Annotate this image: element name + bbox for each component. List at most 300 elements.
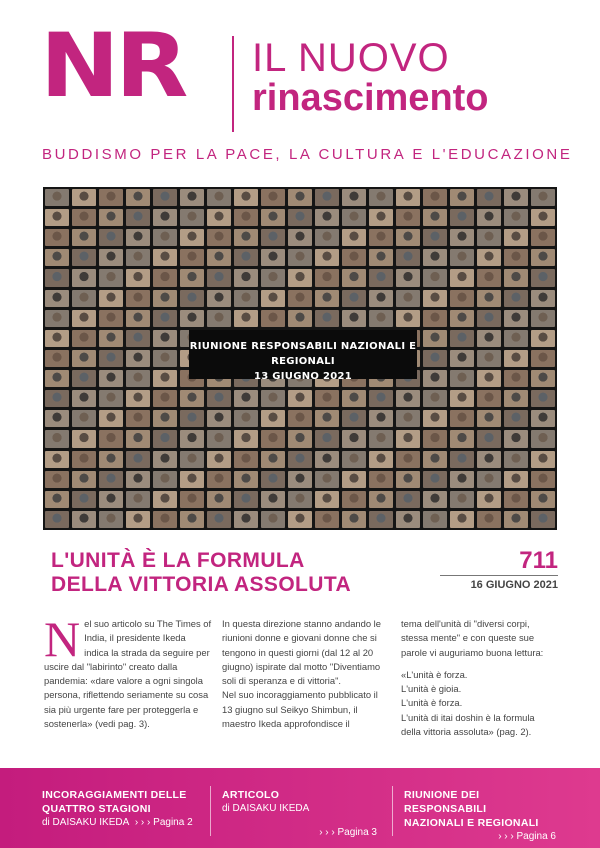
participant-tile xyxy=(369,209,393,226)
participant-tile xyxy=(396,229,420,246)
participant-tile xyxy=(423,269,447,286)
participant-tile xyxy=(288,511,312,528)
participant-tile xyxy=(99,430,123,447)
participant-tile xyxy=(288,249,312,266)
masthead-tagline: BUDDISMO PER LA PACE, LA CULTURA E L'EDUCAZIONE xyxy=(42,146,573,163)
participant-tile xyxy=(450,390,474,407)
participant-tile xyxy=(450,430,474,447)
participant-tile xyxy=(126,269,150,286)
participant-tile xyxy=(153,471,177,488)
participant-tile xyxy=(45,290,69,307)
participant-tile xyxy=(396,209,420,226)
footer-item-articolo[interactable] xyxy=(222,788,382,840)
participant-tile xyxy=(315,451,339,468)
participant-tile xyxy=(234,491,258,508)
participant-tile xyxy=(504,471,528,488)
participant-tile xyxy=(99,290,123,307)
participant-tile xyxy=(450,269,474,286)
participant-tile xyxy=(234,430,258,447)
participant-tile xyxy=(477,189,501,206)
participant-tile xyxy=(450,410,474,427)
participant-tile xyxy=(477,350,501,367)
participant-tile xyxy=(72,491,96,508)
participant-tile xyxy=(126,451,150,468)
participant-tile xyxy=(72,370,96,387)
participant-tile xyxy=(153,209,177,226)
participant-tile xyxy=(126,189,150,206)
participant-tile xyxy=(180,229,204,246)
participant-tile xyxy=(423,451,447,468)
participant-tile xyxy=(504,229,528,246)
participant-tile xyxy=(261,269,285,286)
participant-tile xyxy=(531,229,555,246)
participant-tile xyxy=(207,511,231,528)
participant-tile xyxy=(315,310,339,327)
participant-tile xyxy=(99,249,123,266)
participant-tile xyxy=(99,390,123,407)
participant-tile xyxy=(531,209,555,226)
participant-tile xyxy=(450,471,474,488)
participant-tile xyxy=(72,410,96,427)
participant-tile xyxy=(72,290,96,307)
participant-tile xyxy=(180,390,204,407)
participant-tile xyxy=(531,491,555,508)
participant-tile xyxy=(72,249,96,266)
participant-tile xyxy=(126,511,150,528)
participant-tile xyxy=(477,430,501,447)
participant-tile xyxy=(180,290,204,307)
participant-tile xyxy=(315,189,339,206)
participant-tile xyxy=(153,511,177,528)
participant-tile xyxy=(207,229,231,246)
participant-tile xyxy=(423,430,447,447)
participant-tile xyxy=(315,290,339,307)
participant-tile xyxy=(450,229,474,246)
participant-tile xyxy=(396,290,420,307)
participant-tile xyxy=(450,491,474,508)
participant-tile xyxy=(234,290,258,307)
participant-tile xyxy=(180,491,204,508)
article-paragraph: Nel suo incoraggiamento pubblicato il 13 giugno sul Seikyo Shimbun, il maestro Ikeda approfondisce il xyxy=(222,689,378,730)
participant-tile xyxy=(99,229,123,246)
participant-tile xyxy=(423,249,447,266)
participant-tile xyxy=(369,390,393,407)
participant-tile xyxy=(126,430,150,447)
participant-tile xyxy=(126,229,150,246)
participant-tile xyxy=(288,410,312,427)
participant-tile xyxy=(261,189,285,206)
participant-tile xyxy=(315,390,339,407)
masthead-title-line2: rinascimento xyxy=(252,77,489,119)
participant-tile xyxy=(288,310,312,327)
participant-tile xyxy=(396,430,420,447)
masthead-divider xyxy=(232,36,234,132)
participant-tile xyxy=(207,471,231,488)
participant-tile xyxy=(288,471,312,488)
footer-item-author: di DAISAKU IKEDA xyxy=(222,803,310,814)
participant-tile xyxy=(477,269,501,286)
participant-tile xyxy=(369,471,393,488)
headline-line1: L'UNITÀ È LA FORMULA xyxy=(51,549,305,572)
participant-tile xyxy=(45,189,69,206)
footer-item-title: RIUNIONE DEI RESPONSABILI xyxy=(404,789,487,815)
participant-tile xyxy=(504,511,528,528)
participant-tile xyxy=(45,269,69,286)
participant-tile xyxy=(234,229,258,246)
participant-tile xyxy=(450,290,474,307)
participant-tile xyxy=(72,229,96,246)
participant-tile xyxy=(369,511,393,528)
participant-tile xyxy=(180,269,204,286)
participant-tile xyxy=(531,410,555,427)
participant-tile xyxy=(153,491,177,508)
participant-tile xyxy=(72,451,96,468)
participant-tile xyxy=(288,209,312,226)
participant-tile xyxy=(315,491,339,508)
participant-tile xyxy=(153,189,177,206)
participant-tile xyxy=(342,229,366,246)
participant-tile xyxy=(504,209,528,226)
participant-tile xyxy=(504,269,528,286)
participant-tile xyxy=(450,511,474,528)
participant-tile xyxy=(234,189,258,206)
participant-tile xyxy=(423,390,447,407)
participant-tile xyxy=(504,451,528,468)
participant-tile xyxy=(234,511,258,528)
participant-tile xyxy=(99,410,123,427)
participant-tile xyxy=(504,290,528,307)
quote-line: L'unità è gioia. xyxy=(401,683,462,695)
participant-tile xyxy=(45,451,69,468)
participant-tile xyxy=(531,511,555,528)
footer-item-title: ARTICOLO xyxy=(222,789,280,801)
participant-tile xyxy=(72,390,96,407)
participant-tile xyxy=(72,471,96,488)
participant-tile xyxy=(342,189,366,206)
footer-item-page: › › › Pagina 3 xyxy=(319,827,377,838)
participant-tile xyxy=(315,511,339,528)
participant-tile xyxy=(45,511,69,528)
participant-tile xyxy=(396,451,420,468)
issue-number: 711 xyxy=(519,547,558,574)
participant-tile xyxy=(423,370,447,387)
quote-line: L'unità di itai doshin è la formula della vittoria assoluta» (pag. 2). xyxy=(401,711,535,738)
participant-tile xyxy=(423,209,447,226)
participant-tile xyxy=(153,229,177,246)
participant-tile xyxy=(234,390,258,407)
participant-tile xyxy=(153,390,177,407)
participant-tile xyxy=(180,410,204,427)
participant-tile xyxy=(261,229,285,246)
participant-tile xyxy=(396,269,420,286)
participant-tile xyxy=(261,310,285,327)
article-paragraph: tema dell'unità di "diversi corpi, stessa mente" e con queste sue parole vi auguriamo buona lettura: xyxy=(401,618,544,658)
footer-item-page: › › › Pagina 6 xyxy=(498,831,556,842)
participant-tile xyxy=(261,209,285,226)
participant-tile xyxy=(207,410,231,427)
participant-tile xyxy=(45,229,69,246)
participant-tile xyxy=(531,310,555,327)
participant-tile xyxy=(504,370,528,387)
participant-tile xyxy=(180,471,204,488)
participant-tile xyxy=(504,249,528,266)
participant-tile xyxy=(72,350,96,367)
participant-tile xyxy=(72,430,96,447)
participant-tile xyxy=(45,410,69,427)
participant-tile xyxy=(531,189,555,206)
participant-tile xyxy=(450,451,474,468)
participant-tile xyxy=(477,451,501,468)
participant-tile xyxy=(315,249,339,266)
participant-tile xyxy=(153,249,177,266)
participant-tile xyxy=(342,290,366,307)
participant-tile xyxy=(369,410,393,427)
photo-banner-title: RIUNIONE RESPONSABILI NAZIONALI E REGIONALI xyxy=(189,341,417,367)
participant-tile xyxy=(450,350,474,367)
participant-tile xyxy=(126,370,150,387)
participant-tile xyxy=(126,330,150,347)
participant-tile xyxy=(342,471,366,488)
participant-tile xyxy=(369,189,393,206)
cover-photo xyxy=(43,187,557,530)
participant-tile xyxy=(153,430,177,447)
participant-tile xyxy=(153,290,177,307)
participant-tile xyxy=(396,189,420,206)
participant-tile xyxy=(342,410,366,427)
participant-tile xyxy=(207,310,231,327)
participant-tile xyxy=(396,310,420,327)
participant-tile xyxy=(153,410,177,427)
participant-tile xyxy=(396,249,420,266)
participant-tile xyxy=(369,249,393,266)
participant-tile xyxy=(99,491,123,508)
participant-tile xyxy=(45,430,69,447)
participant-tile xyxy=(180,451,204,468)
participant-tile xyxy=(504,430,528,447)
participant-tile xyxy=(423,330,447,347)
participant-tile xyxy=(180,511,204,528)
participant-tile xyxy=(261,511,285,528)
participant-tile xyxy=(342,249,366,266)
participant-tile xyxy=(153,269,177,286)
participant-tile xyxy=(207,189,231,206)
participant-tile xyxy=(477,290,501,307)
footer-item-riunione[interactable] xyxy=(404,788,564,844)
participant-tile xyxy=(450,370,474,387)
participant-tile xyxy=(369,269,393,286)
quote-line: L'unità è forza. xyxy=(401,697,463,709)
participant-tile xyxy=(45,310,69,327)
participant-tile xyxy=(423,471,447,488)
participant-tile xyxy=(72,269,96,286)
participant-tile xyxy=(45,350,69,367)
participant-tile xyxy=(504,310,528,327)
participant-tile xyxy=(477,249,501,266)
participant-tile xyxy=(153,451,177,468)
participant-tile xyxy=(153,350,177,367)
participant-tile xyxy=(234,310,258,327)
participant-tile xyxy=(531,451,555,468)
participant-tile xyxy=(45,209,69,226)
participant-tile xyxy=(234,209,258,226)
participant-tile xyxy=(504,189,528,206)
participant-tile xyxy=(99,511,123,528)
participant-tile xyxy=(423,350,447,367)
participant-tile xyxy=(477,229,501,246)
participant-tile xyxy=(126,390,150,407)
participant-tile xyxy=(477,310,501,327)
participant-tile xyxy=(423,189,447,206)
participant-tile xyxy=(234,410,258,427)
participant-tile xyxy=(342,310,366,327)
participant-tile xyxy=(531,350,555,367)
footer-item-title: INCORAGGIAMENTI DELLE xyxy=(42,789,187,801)
participant-tile xyxy=(342,511,366,528)
participant-tile xyxy=(180,430,204,447)
participant-tile xyxy=(207,249,231,266)
participant-tile xyxy=(450,249,474,266)
participant-tile xyxy=(288,269,312,286)
participant-tile xyxy=(504,350,528,367)
participant-tile xyxy=(342,491,366,508)
participant-tile xyxy=(288,229,312,246)
cover-headline xyxy=(51,549,411,597)
participant-tile xyxy=(153,310,177,327)
participant-tile xyxy=(99,350,123,367)
masthead-logo: NR xyxy=(40,14,185,117)
participant-tile xyxy=(531,269,555,286)
participant-tile xyxy=(315,229,339,246)
participant-tile xyxy=(369,491,393,508)
participant-tile xyxy=(477,209,501,226)
participant-tile xyxy=(207,209,231,226)
participant-tile xyxy=(477,410,501,427)
article-column-3 xyxy=(401,617,557,739)
participant-tile xyxy=(504,390,528,407)
drop-cap: N xyxy=(44,611,81,667)
photo-banner xyxy=(189,330,417,382)
footer-item-incoraggiamenti[interactable] xyxy=(42,788,202,830)
participant-tile xyxy=(477,511,501,528)
article-text: el suo articolo su The Times of India, il presidente Ikeda indica la strada da seguire per uscire dal "labirinto" creato dalla pandemia: «dare valore a ogni singola persona, riflettendo seriamente su cosa sia più urgente fare per proteggerla e sostenerla» (vedi pag. 3). xyxy=(44,618,212,730)
participant-tile xyxy=(234,471,258,488)
participant-tile xyxy=(126,471,150,488)
participant-tile xyxy=(180,209,204,226)
participant-tile xyxy=(126,350,150,367)
participant-tile xyxy=(261,290,285,307)
participant-tile xyxy=(45,370,69,387)
participant-tile xyxy=(99,370,123,387)
participant-tile xyxy=(261,410,285,427)
participant-tile xyxy=(531,249,555,266)
participant-tile xyxy=(423,229,447,246)
participant-tile xyxy=(45,471,69,488)
quote-line: «L'unità è forza. xyxy=(401,668,468,680)
headline-line2: DELLA VITTORIA ASSOLUTA xyxy=(51,573,352,596)
participant-tile xyxy=(180,189,204,206)
participant-tile xyxy=(261,390,285,407)
participant-tile xyxy=(396,410,420,427)
masthead-title-line1: IL NUOVO xyxy=(252,36,450,80)
participant-tile xyxy=(450,310,474,327)
participant-tile xyxy=(207,290,231,307)
participant-tile xyxy=(477,330,501,347)
participant-tile xyxy=(531,390,555,407)
participant-tile xyxy=(531,370,555,387)
participant-tile xyxy=(477,390,501,407)
participant-tile xyxy=(99,269,123,286)
participant-tile xyxy=(396,491,420,508)
participant-tile xyxy=(396,511,420,528)
participant-tile xyxy=(261,249,285,266)
participant-tile xyxy=(126,310,150,327)
participant-tile xyxy=(45,249,69,266)
participant-tile xyxy=(369,451,393,468)
participant-tile xyxy=(369,310,393,327)
participant-tile xyxy=(342,451,366,468)
participant-tile xyxy=(423,511,447,528)
participant-tile xyxy=(72,189,96,206)
participant-tile xyxy=(504,330,528,347)
article-column-1 xyxy=(44,611,212,731)
participant-tile xyxy=(153,370,177,387)
participant-tile xyxy=(72,209,96,226)
participant-tile xyxy=(396,390,420,407)
participant-tile xyxy=(234,249,258,266)
participant-tile xyxy=(477,491,501,508)
issue-rule xyxy=(440,575,558,576)
participant-tile xyxy=(315,209,339,226)
participant-tile xyxy=(99,471,123,488)
participant-tile xyxy=(72,511,96,528)
participant-tile xyxy=(288,290,312,307)
participant-tile xyxy=(369,229,393,246)
participant-tile xyxy=(261,451,285,468)
participant-tile xyxy=(504,410,528,427)
participant-tile xyxy=(315,410,339,427)
participant-tile xyxy=(531,471,555,488)
footer-item-title: NAZIONALI E REGIONALI xyxy=(404,817,539,829)
article-column-2 xyxy=(222,617,387,731)
participant-tile xyxy=(261,430,285,447)
participant-tile xyxy=(423,410,447,427)
participant-tile xyxy=(531,430,555,447)
participant-tile xyxy=(126,209,150,226)
footer-item-title: QUATTRO STAGIONI xyxy=(42,803,151,815)
participant-tile xyxy=(207,430,231,447)
participant-tile xyxy=(207,390,231,407)
participant-tile xyxy=(99,189,123,206)
participant-tile xyxy=(126,410,150,427)
participant-tile xyxy=(207,269,231,286)
participant-tile xyxy=(45,330,69,347)
participant-tile xyxy=(450,330,474,347)
participant-tile xyxy=(126,290,150,307)
participant-tile xyxy=(423,491,447,508)
participant-tile xyxy=(99,330,123,347)
participant-tile xyxy=(288,390,312,407)
participant-tile xyxy=(531,330,555,347)
participant-tile xyxy=(315,430,339,447)
participant-tile xyxy=(72,330,96,347)
participant-tile xyxy=(288,430,312,447)
participant-tile xyxy=(450,189,474,206)
participant-tile xyxy=(342,209,366,226)
footer-item-author: di DAISAKU IKEDA xyxy=(42,817,130,828)
participant-tile xyxy=(180,249,204,266)
participant-tile xyxy=(315,269,339,286)
participant-tile xyxy=(477,471,501,488)
